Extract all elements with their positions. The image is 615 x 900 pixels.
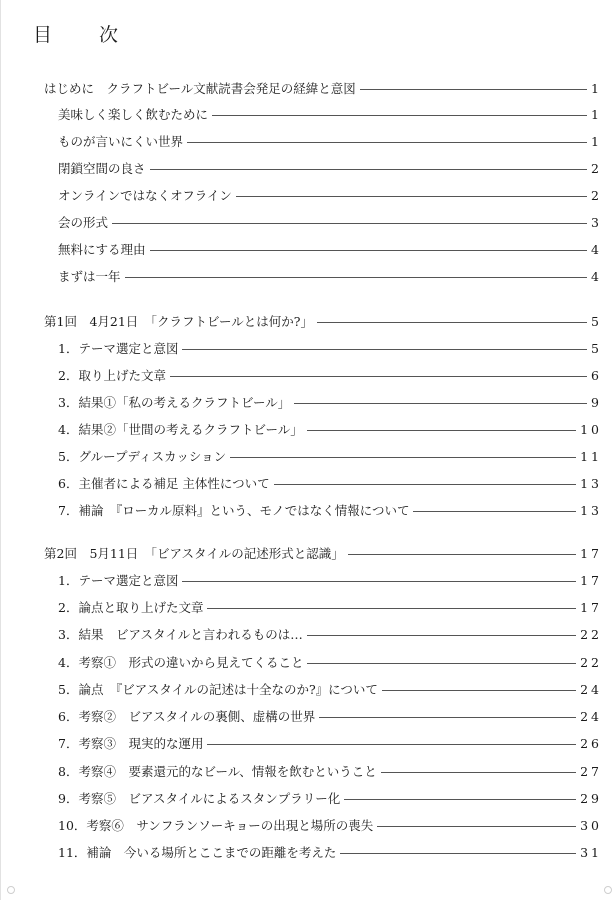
dot-leader [382, 690, 576, 691]
dot-leader [207, 608, 576, 609]
dot-leader [307, 663, 576, 664]
toc-page-number: 17 [580, 599, 602, 615]
toc-entry[interactable] [58, 129, 602, 153]
toc-page-number: 5 [591, 313, 602, 329]
toc-entry-label: 7．考察③ 現実的な運用 [58, 736, 204, 751]
toc-entry[interactable] [58, 622, 602, 646]
toc-page-number: 9 [591, 394, 602, 410]
toc-page-number: 4 [591, 241, 602, 257]
dot-leader [182, 581, 576, 582]
toc-entry[interactable] [58, 731, 602, 755]
toc-entry-label: はじめに クラフトビール文献読書会発足の経緯と意図 [44, 81, 356, 96]
toc-entry[interactable] [58, 498, 602, 522]
toc-entry[interactable] [58, 102, 602, 126]
dot-leader [207, 744, 576, 745]
toc-entry-label: 1．テーマ選定と意図 [58, 341, 179, 356]
toc-page-number: 6 [591, 367, 602, 383]
toc-page-number: 31 [580, 844, 602, 860]
toc-entry[interactable] [58, 363, 602, 387]
dot-leader [236, 196, 587, 197]
toc-page-number: 13 [580, 475, 602, 491]
toc-page-number: 24 [580, 681, 602, 697]
toc-page-number: 13 [580, 502, 602, 518]
toc-page-number: 1 [591, 133, 602, 149]
toc-entry-label: まずは一年 [58, 269, 121, 284]
toc-entry[interactable] [58, 264, 602, 288]
toc-entry[interactable] [58, 471, 602, 495]
toc-entry-label: 11．補論 今いる場所とここまでの距離を考えた [58, 845, 337, 860]
toc-page-number: 29 [580, 790, 602, 806]
toc-page-number: 5 [591, 340, 602, 356]
toc-entry-label: 4．考察① 形式の違いから見えてくること [58, 655, 304, 670]
toc-section-1-heading[interactable] [44, 309, 602, 333]
toc-page-number: 1 [591, 80, 602, 96]
toc-entry[interactable] [58, 183, 602, 207]
toc-entry-label: 第1回 4月21日 「クラフトビールとは何か?」 [44, 314, 314, 329]
dot-leader [150, 169, 588, 170]
dot-leader [182, 349, 587, 350]
dot-leader [340, 853, 576, 854]
dot-leader [230, 457, 576, 458]
dot-leader [212, 115, 587, 116]
dot-leader [317, 322, 587, 323]
toc-entry[interactable] [58, 595, 602, 619]
dot-leader [187, 142, 587, 143]
toc-entry-label: ものが言いにくい世界 [58, 134, 184, 149]
dot-leader [344, 799, 576, 800]
toc-entry-label: 9．考察⑤ ビアスタイルによるスタンプラリー化 [58, 791, 341, 806]
scan-mark-icon [604, 886, 612, 894]
toc-entry[interactable] [58, 786, 602, 810]
dot-leader [125, 277, 588, 278]
toc-entry[interactable] [58, 568, 602, 592]
toc-entry-label: 5．グループディスカッション [58, 449, 227, 464]
dot-leader [112, 223, 587, 224]
toc-entry[interactable] [58, 210, 602, 234]
toc-entry-label: 無料にする理由 [58, 242, 146, 257]
toc-entry[interactable] [58, 759, 602, 783]
dot-leader [413, 511, 576, 512]
dot-leader [170, 376, 587, 377]
toc-entry[interactable] [58, 650, 602, 674]
toc-entry-label: オンラインではなくオフライン [58, 188, 232, 203]
toc-page-number: 17 [580, 572, 602, 588]
toc-entry-label: 6．主催者による補足 主体性について [58, 476, 270, 491]
toc-entry-label: 10．考察⑥ サンフランソーキョーの出現と場所の喪失 [58, 818, 374, 833]
toc-entry-label: 会の形式 [58, 215, 109, 230]
toc-page-number: 2 [591, 160, 602, 176]
toc-entry[interactable] [58, 417, 602, 441]
toc-entry-label: 2．論点と取り上げた文章 [58, 600, 204, 615]
toc-page-number: 22 [580, 654, 602, 670]
toc-page-number: 2 [591, 187, 602, 203]
page-title: 目 次 [33, 24, 133, 46]
toc-entry-label: 閉鎖空間の良さ [58, 161, 146, 176]
toc-entry[interactable] [58, 840, 602, 864]
toc-entry[interactable] [58, 704, 602, 728]
toc-entry[interactable] [58, 156, 602, 180]
toc-page-number: 3 [591, 214, 602, 230]
dot-leader [274, 484, 576, 485]
toc-section-2-heading[interactable] [44, 541, 602, 565]
toc-page-number: 4 [591, 268, 602, 284]
toc-section-intro-heading[interactable] [44, 76, 602, 100]
toc-entry-label: 美味しく楽しく飲むために [58, 107, 209, 122]
toc-entry-label: 8．考察④ 要素還元的なビール、情報を飲むということ [58, 764, 377, 779]
toc-entry-label: 7．補論 『ローカル原料』という、モノではなく情報について [58, 503, 410, 518]
toc-entry[interactable] [58, 336, 602, 360]
toc-page-number: 10 [580, 421, 602, 437]
dot-leader [377, 826, 576, 827]
dot-leader [381, 772, 576, 773]
toc-entry-label: 4．結果②「世間の考えるクラフトビール」 [58, 422, 303, 437]
toc-entry-label: 6．考察② ビアスタイルの裏側、虚構の世界 [58, 709, 316, 724]
toc-page-number: 11 [580, 448, 602, 464]
dot-leader [348, 554, 576, 555]
toc-entry[interactable] [58, 444, 602, 468]
toc-page-number: 26 [580, 735, 602, 751]
toc-entry[interactable] [58, 677, 602, 701]
toc-entry-label: 2．取り上げた文章 [58, 368, 166, 383]
scan-mark-icon [7, 886, 15, 894]
toc-page-number: 17 [580, 545, 602, 561]
toc-entry-label: 5．論点 『ビアスタイルの記述は十全なのか?』について [58, 682, 378, 697]
toc-entry[interactable] [58, 237, 602, 261]
toc-entry-label: 1．テーマ選定と意図 [58, 573, 179, 588]
dot-leader [150, 250, 588, 251]
toc-page-number: 1 [591, 106, 602, 122]
dot-leader [307, 635, 576, 636]
toc-page-number: 24 [580, 708, 602, 724]
toc-entry[interactable] [58, 390, 602, 414]
toc-page-number: 22 [580, 626, 602, 642]
toc-entry-label: 第2回 5月11日 「ビアスタイルの記述形式と認識」 [44, 546, 344, 561]
toc-page-number: 27 [580, 763, 602, 779]
dot-leader [294, 403, 587, 404]
dot-leader [307, 430, 576, 431]
dot-leader [319, 717, 576, 718]
toc-entry[interactable] [58, 813, 602, 837]
toc-page-number: 30 [580, 817, 602, 833]
dot-leader [360, 89, 587, 90]
toc-entry-label: 3．結果①「私の考えるクラフトビール」 [58, 395, 291, 410]
toc-entry-label: 3．結果 ビアスタイルと言われるものは… [58, 627, 303, 642]
